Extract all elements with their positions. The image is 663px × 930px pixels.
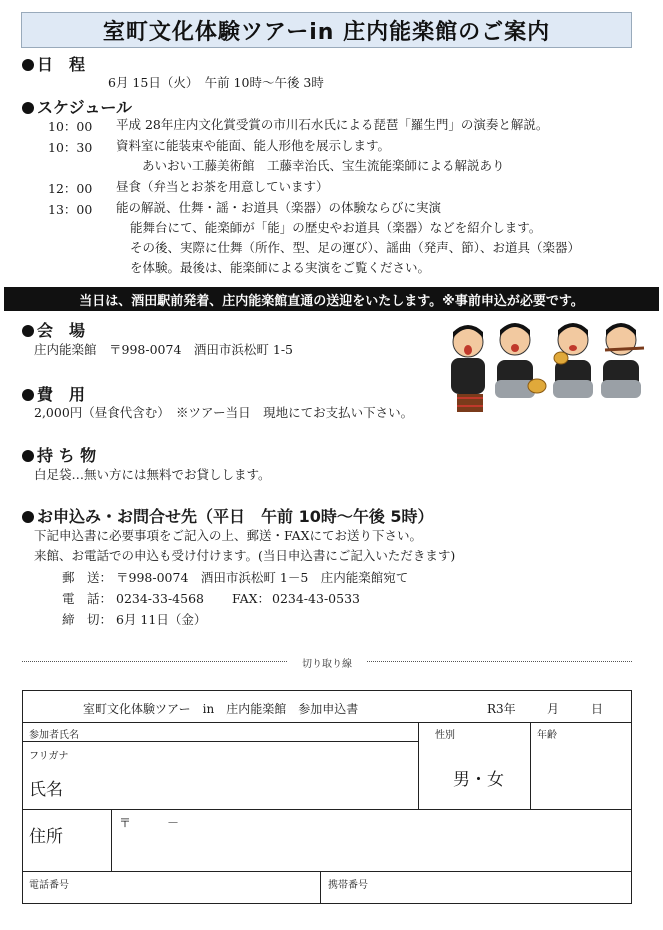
form-divider <box>23 809 631 810</box>
postal-mark[interactable]: 〒 － <box>119 816 180 830</box>
schedule-line: 昼食（弁当とお茶を用意しています） <box>116 179 329 194</box>
shuttle-banner: 当日は、酒田駅前発着、庄内能楽館直通の送迎をいたします。※事前申込が必要です。 <box>4 287 659 311</box>
schedule-date-heading: 日 程 <box>22 52 85 75</box>
form-title: 室町文化体験ツアー in 庄内能楽館 参加申込書 <box>83 702 359 716</box>
contact-mail: 〒998-0074 酒田市浜松町 1－5 庄内能楽館宛て <box>116 570 409 585</box>
schedule-date-value: 6月 15日（火） 午前 10時～午後 3時 <box>108 75 324 90</box>
name-big-label: 氏名 <box>29 780 63 800</box>
contact-deadline: 6月 11日（金） <box>116 612 207 627</box>
contact-tel: 0234-33-4568 <box>116 591 204 606</box>
performer-icon <box>601 323 644 398</box>
cut-line <box>22 655 632 670</box>
schedule-time: 13：00 <box>48 202 93 217</box>
form-day: 日 <box>591 702 604 716</box>
noh-performers-illustration <box>445 318 645 418</box>
contact-line2: 来館、お電話での申込も受け付けます。(当日申込書にご記入いただきます) <box>34 548 456 563</box>
gender-value[interactable]: 男・女 <box>453 770 504 790</box>
bullet-icon <box>22 102 34 114</box>
gender-label: 性別 <box>435 730 455 741</box>
form-year: R3年 <box>487 702 516 716</box>
form-month: 月 <box>547 702 560 716</box>
bullet-icon <box>22 389 34 401</box>
bullet-icon <box>22 325 34 337</box>
fee-heading: 費 用 <box>22 382 85 405</box>
schedule-line: 平成 28年庄内文化賞受賞の市川石水氏による琵琶「羅生門」の演奏と解説。 <box>116 117 549 132</box>
page-title: 室町文化体験ツアーin 庄内能楽館のご案内 <box>102 19 551 45</box>
schedule-time: 10：30 <box>48 140 93 155</box>
furigana-label: フリガナ <box>29 751 69 762</box>
items-value: 白足袋…無い方には無料でお貸しします。 <box>34 467 271 482</box>
performer-icon <box>495 323 546 398</box>
schedule-line: 能舞台にて、能楽師が「能」の歴史やお道具（楽器）などを紹介します。 <box>130 220 542 235</box>
bullet-icon <box>22 59 34 71</box>
contact-mail-label: 郵 送： <box>62 570 113 585</box>
schedule-heading: スケジュール <box>22 95 132 118</box>
phone-label: 電話番号 <box>29 880 69 891</box>
contact-fax: 0234-43-0533 <box>272 591 360 606</box>
schedule-time: 12：00 <box>48 181 93 196</box>
schedule-line: 資料室に能装束や能面、能人形他を展示します。 <box>116 138 391 153</box>
contact-heading: お申込み・お問合せ先（平日 午前 10時～午後 5時） <box>22 504 434 527</box>
contact-tel-label: 電 話： <box>62 591 113 606</box>
contact-fax-label: FAX： <box>232 591 271 606</box>
contact-line1: 下記申込書に必要事項をご記入の上、郵送・FAXにてお送り下さい。 <box>34 528 423 543</box>
name-cell[interactable] <box>23 722 419 809</box>
schedule-line: あいおい工藤美術館 工藤幸治氏、宝生流能楽師による解説あり <box>142 158 505 173</box>
schedule-line: を体験。最後は、能楽師による実演をご覧ください。 <box>130 260 431 275</box>
bullet-icon <box>22 450 34 462</box>
performer-icon <box>451 325 485 412</box>
schedule-line: その後、実際に仕舞（所作、型、足の運び）、謡曲（発声、節）、お道具（楽器） <box>130 240 581 255</box>
name-label: 参加者氏名 <box>29 730 79 741</box>
page-title-box <box>21 12 632 48</box>
form-divider <box>23 741 419 742</box>
schedule-line: 能の解説、仕舞・謡・お道具（楽器）の体験ならびに実演 <box>116 200 442 215</box>
items-heading: 持 ち 物 <box>22 443 96 466</box>
contact-deadline-label: 締 切： <box>62 612 113 627</box>
cut-line-label: 切り取り線 <box>302 659 352 670</box>
address-label: 住所 <box>29 827 63 847</box>
age-label: 年齢 <box>537 730 557 741</box>
performer-icon <box>553 323 593 398</box>
mobile-label: 携帯番号 <box>328 880 368 891</box>
bullet-icon <box>22 511 34 523</box>
schedule-time: 10：00 <box>48 119 93 134</box>
fee-value: 2,000円（昼食代含む） ※ツアー当日 現地にてお支払い下さい。 <box>34 405 414 420</box>
application-form <box>22 690 632 904</box>
venue-heading: 会 場 <box>22 318 85 341</box>
venue-value: 庄内能楽館 〒998-0074 酒田市浜松町 1-5 <box>34 342 293 357</box>
